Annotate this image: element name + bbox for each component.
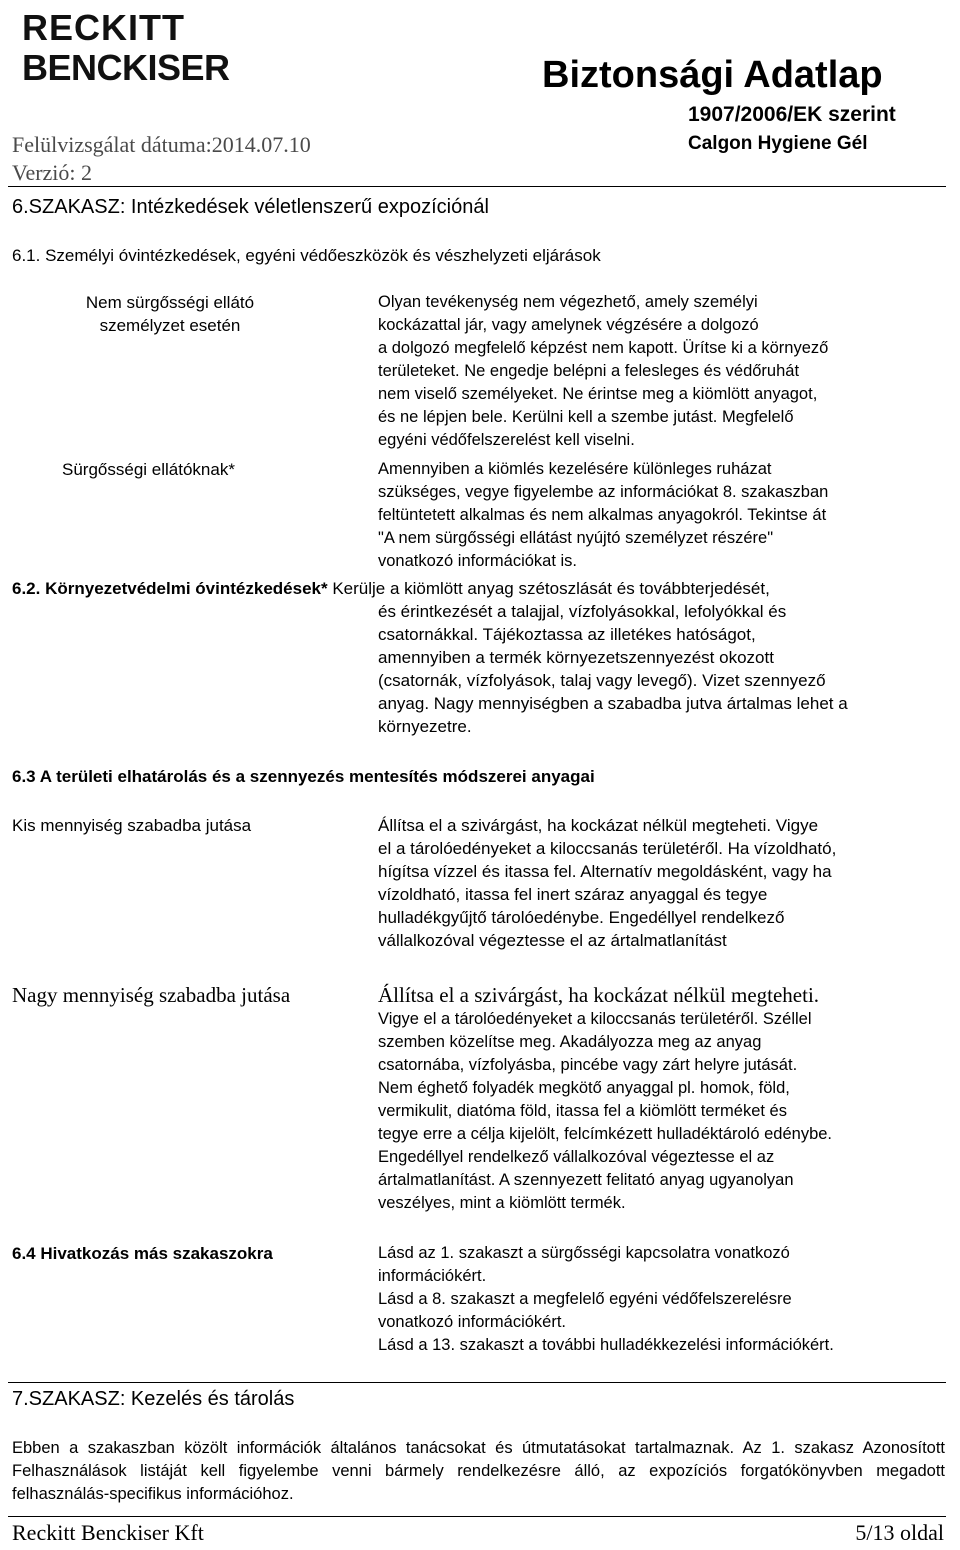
logo-line2: BENCKISER bbox=[22, 47, 230, 88]
large-spill-label: Nagy mennyiség szabadba jutása bbox=[12, 983, 291, 1007]
reckitt-benckiser-logo-graphic bbox=[20, 6, 252, 88]
subsection-6-3-heading: 6.3 A területi elhatárolás és a szennyezés mentesítés módszerei anyagai bbox=[12, 767, 595, 786]
section7-heading: 7.SZAKASZ: Kezelés és tárolás bbox=[12, 1388, 295, 1410]
review-date: Felülvizsgálat dátuma:2014.07.10 bbox=[12, 132, 311, 157]
document-title: Biztonsági Adatlap bbox=[542, 54, 883, 96]
subsection-6-2 bbox=[12, 577, 942, 600]
regulation-reference: 1907/2006/EK szerint bbox=[688, 103, 896, 126]
section7-intro: Ebben a szakaszban közölt információk általános tanácsokat és útmutatásokat tartalmaznak. Az 1. szakasz Azonosított Felhasználások listáját kell figyelembe venni bármely rendelkezésre álló, az expozíciós forgatókönyvben megadott felhasználás-specifikus információhoz. bbox=[12, 1439, 945, 1503]
small-spill-text: Állítsa el a szivárgást, ha kockázat nélkül megteheti. Vigye el a tárolóedényeket a kiloccsanás területéről. Ha vízoldható, hígítsa vízzel és itassa fel. Alternatív megoldásként, vagy ha vízoldható, itassa fel inert száraz anyaggal és tegye hulladékgyűjtő tárolóedénybe. Engedéllyel rendelkező vállalkozóval végeztesse el az ártalmatlanítást bbox=[378, 816, 837, 950]
header-divider bbox=[8, 186, 946, 187]
company-logo bbox=[20, 6, 252, 88]
section7-divider bbox=[8, 1382, 946, 1383]
subsection-6-1-heading: 6.1. Személyi óvintézkedések, egyéni védőeszközök és vészhelyzeti eljárások bbox=[12, 246, 601, 265]
non-emergency-text: Olyan tevékenység nem végezhető, amely személyi kockázattal jár, vagy amelynek végzésére a dolgozó a dolgozó megfelelő képzést nem kapott. Ürítse ki a környező területeket. Ne engedje belépni a felesleges és védőruhát nem viselő személyeket. Ne érintse meg a kiömlött anyagot, és ne lépjen bele. Kerülni kell a szembe jutást. Megfelelő egyéni védőfelszerelést kell viselni. bbox=[378, 293, 829, 449]
subsection-6-2-text: és érintkezését a talajjal, vízfolyásokkal, lefolyókkal és csatornákkal. Tájékoztassa az illetékes hatóságot, amennyiben a termék környezetszennyezést okozott (csatornák, vízfolyások, talaj vagy levegő). Vizet szennyező anyag. Nagy mennyiségben a szabadba jutva ártalmas lehet a környezetre. bbox=[378, 602, 848, 736]
logo-line1: RECKITT bbox=[22, 7, 185, 48]
large-spill-text: Vigye el a tárolóedényeket a kiloccsanás területéről. Széllel szemben közelítse meg. Akadályozza meg az anyag csatornába, vízfolyásba, pincébe vagy zárt helyre jutását. Nem éghető folyadék megkötő anyaggal pl. homok, föld, vermikulit, diatóma föld, itassa fel a kiömlött terméket és tegye erre a célja kijelölt, felcímkézett hulladéktároló edénybe. Engedéllyel rendelkező vállalkozóval végeztesse el az ártalmatlanítást. A szennyezett felitató anyag ugyanolyan veszélyes, mint a kiömlött termék. bbox=[378, 1010, 832, 1212]
large-spill-first-line: Állítsa el a szivárgást, ha kockázat nélkül megteheti. bbox=[378, 983, 820, 1007]
subsection-6-2-first-line: Kerülje a kiömlött anyag szétoszlását és továbbterjedését, bbox=[327, 579, 770, 598]
small-spill-label: Kis mennyiség szabadba jutása bbox=[12, 816, 252, 835]
footer-company: Reckitt Benckiser Kft bbox=[12, 1520, 204, 1545]
non-emergency-label: Nem sürgősségi ellátó személyzet esetén bbox=[85, 293, 255, 335]
subsection-6-2-label: 6.2. Környezetvédelmi óvintézkedések* bbox=[12, 579, 328, 598]
subsection-6-4-text: Lásd az 1. szakaszt a sürgősségi kapcsolatra vonatkozó információkért. Lásd a 8. szakaszt a megfelelő egyéni védőfelszerelésre vonatkozó információkért. Lásd a 13. szakaszt a további hulladékkezelési információkért. bbox=[378, 1244, 834, 1354]
footer-page-number: 5/13 oldal bbox=[855, 1520, 944, 1545]
section6-heading: 6.SZAKASZ: Intézkedések véletlenszerű expozíciónál bbox=[12, 196, 489, 218]
product-name: Calgon Hygiene Gél bbox=[688, 133, 868, 154]
subsection-6-4-label: 6.4 Hivatkozás más szakaszokra bbox=[12, 1244, 273, 1263]
emergency-label: Sürgősségi ellátóknak* bbox=[62, 460, 235, 479]
footer-divider bbox=[8, 1516, 946, 1517]
version-number: Verzió: 2 bbox=[12, 160, 93, 185]
emergency-text: Amennyiben a kiömlés kezelésére különleges ruházat szükséges, vegye figyelembe az információkat 8. szakaszban feltüntetett alkalmas és nem alkalmas anyagokról. Tekintse át "A nem sürgősségi ellátást nyújtó személyzet részére" vonatkozó információkat is. bbox=[378, 460, 829, 570]
